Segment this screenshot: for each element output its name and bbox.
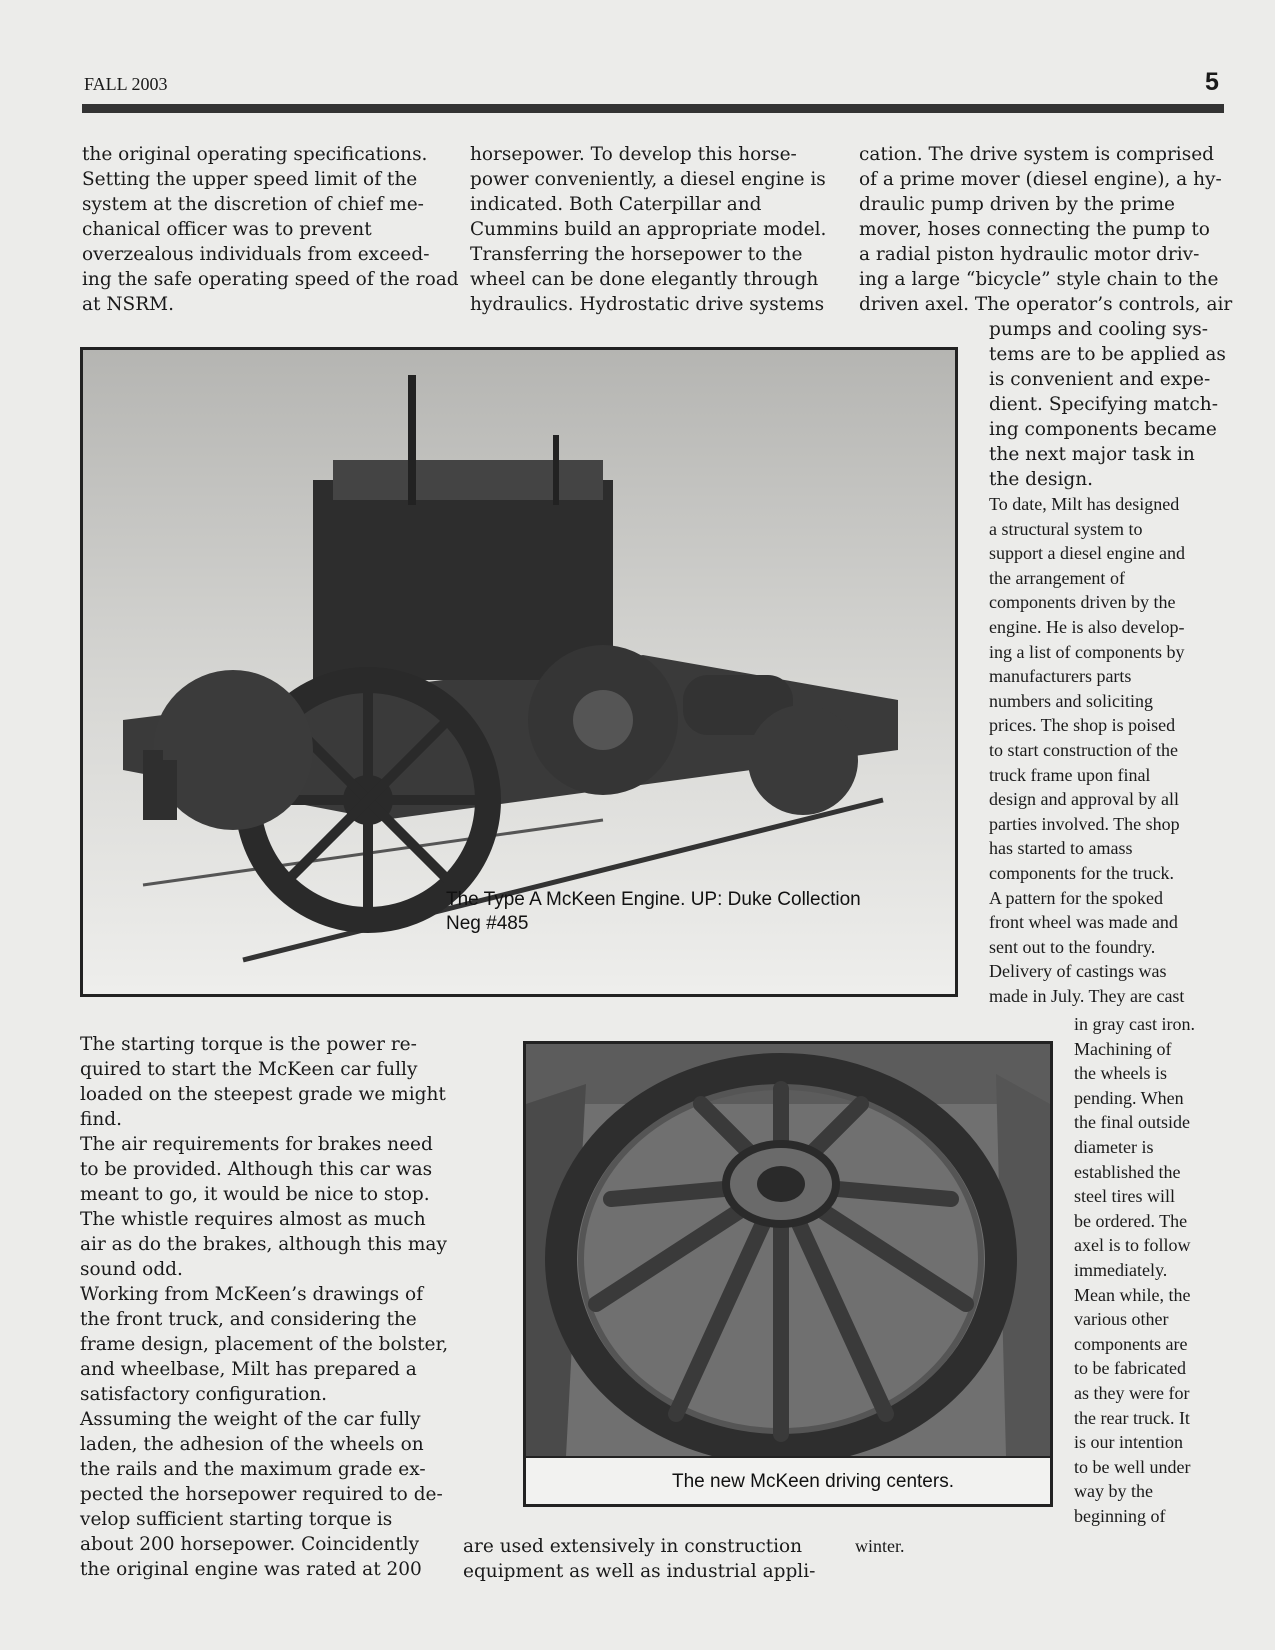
top-column-2: horsepower. To develop this horse- power conveniently, a diesel engine is indicated. Both Caterpillar and Cummins build an appropriate model. Transferring the horsepower to the wheel can be done elegantly through hydraulics. Hydrostatic drive systems bbox=[470, 144, 827, 315]
right-narrow-text: pumps and cooling sys- tems are to be applied as is convenient and expe- dient. Specifying match- ing components became the next major task in the design. bbox=[989, 319, 1226, 490]
right-column-text-continued: in gray cast iron. Machining of the wheels is pending. When the final outside diameter is established the steel tires will be ordered. The axel is to follow immediately. Mean while, the various other components are to be fabricated as they were for the rear truck. It is our intention to be well under way by the beginning of bbox=[1074, 1014, 1195, 1526]
right-column-text: To date, Milt has designed a structural system to support a diesel engine and the arrangement of components driven by the engine. He is also develop- ing a list of components by manufacturers parts numbers and soliciting prices. The shop is poised to start construction of the truck frame upon final design and approval by all parties involved. The shop has started to amass components for the truck. A pattern for the spoked front wheel was made and sent out to the foundry. Delivery of castings was made in July. They are cast bbox=[989, 494, 1185, 1006]
wheel-photo bbox=[526, 1044, 1050, 1456]
top-column-1: the original operating specifications. Setting the upper speed limit of the system at the discretion of chief me- chanical officer was to prevent overzealous individuals from exceed- ing the safe operating speed of the road at NSRM. bbox=[82, 144, 459, 315]
wheel-caption: The new McKeen driving centers. bbox=[672, 1471, 954, 1492]
right-bottom-text: winter. bbox=[855, 1536, 905, 1556]
mid-bottom-column: are used extensively in construction equipment as well as industrial appli- bbox=[463, 1536, 816, 1582]
engine-caption: The Type A McKeen Engine. UP: Duke Collection Neg #485 bbox=[446, 889, 861, 934]
engine-photo-frame bbox=[80, 347, 958, 997]
page-number: 5 bbox=[1205, 68, 1219, 96]
issue-date: FALL 2003 bbox=[84, 74, 168, 94]
wheel-caption-bar bbox=[526, 1456, 1050, 1506]
top-column-3: cation. The drive system is comprised of a prime mover (diesel engine), a hy- draulic pump driven by the prime mover, hoses connecting the pump to a radial piston hydraulic motor driv- ing a large “bicycle” style chain to the driven axel. The operator’s controls, air bbox=[859, 144, 1233, 315]
wheel-photo-frame bbox=[523, 1041, 1053, 1507]
header-rule bbox=[82, 104, 1224, 113]
left-bottom-column: The starting torque is the power re- quired to start the McKeen car fully loaded on the steepest grade we might find. The air requirements for brakes need to be provided. Although this car was meant to go, it would be nice to stop. The whistle requires almost as much air as do the brakes, although this may sound odd. Working from McKeen’s drawings of the front truck, and considering the frame design, placement of the bolster, and wheelbase, Milt has prepared a satisfactory configuration. Assuming the weight of the car fully laden, the adhesion of the wheels on the rails and the maximum grade ex- pected the horsepower required to de- velop sufficient starting torque is about 200 horsepower. Coincidently the original engine was rated at 200 bbox=[80, 1034, 449, 1580]
